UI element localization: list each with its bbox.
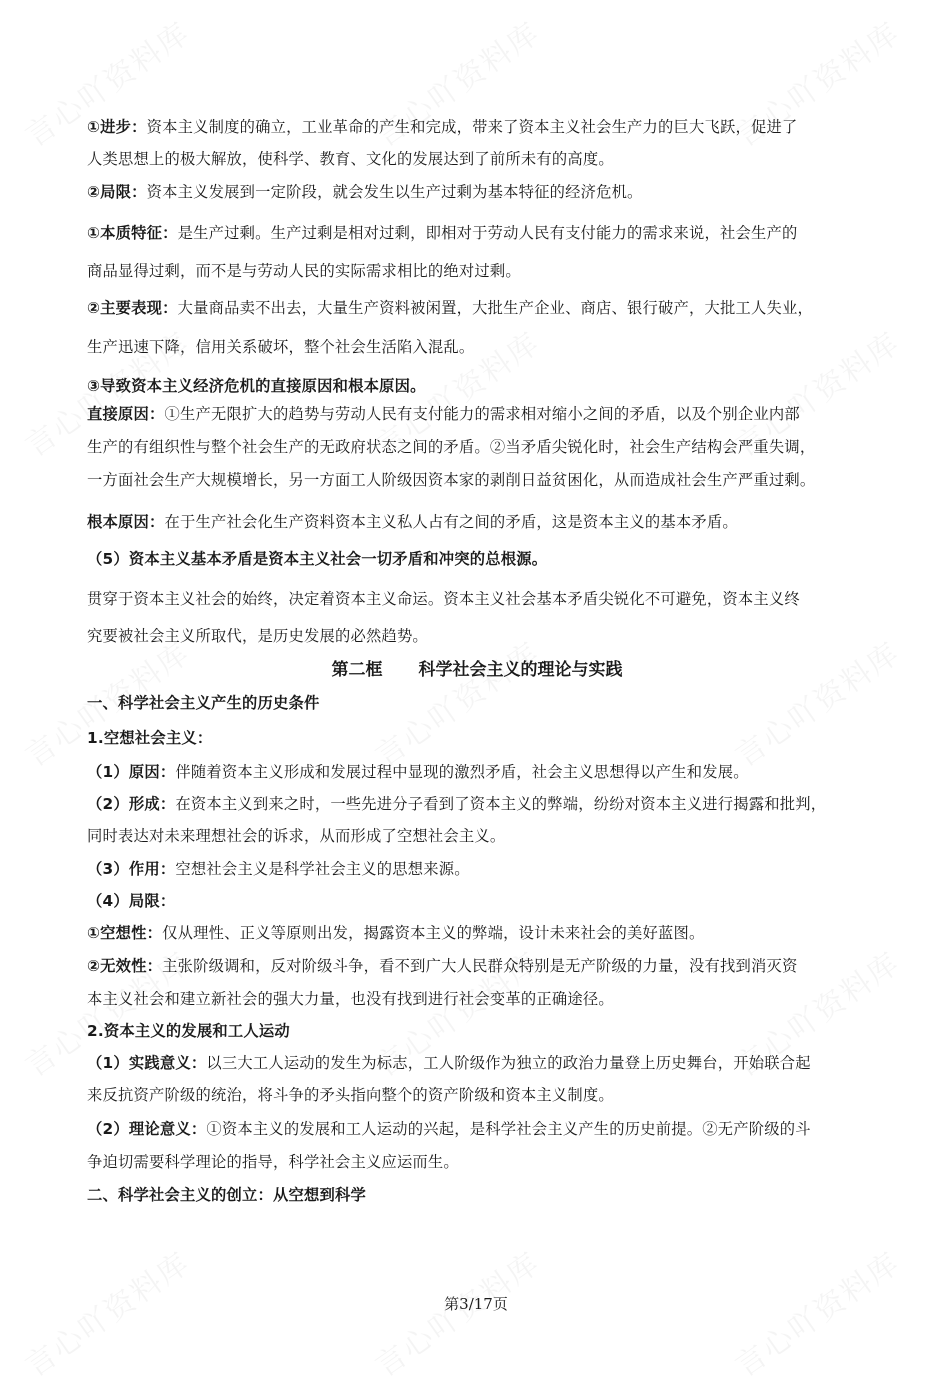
heading-capitalism-workers-movement: 2.资本主义的发展和工人运动 <box>87 1022 290 1040</box>
page-number: 第3/17页 <box>444 1295 508 1313</box>
paragraph-limitations-heading: （4）局限： <box>87 892 176 910</box>
paragraph-line: 贯穿于资本主义社会的始终，决定着资本主义命运。资本主义社会基本矛盾尖锐化不可避免，资本主义终 <box>87 590 800 608</box>
label: ②无效性： <box>87 957 163 975</box>
heading-historical-conditions: 一、科学社会主义产生的历史条件 <box>87 694 320 712</box>
text: 在资本主义到来之时，一些先进分子看到了资本主义的弊端，纷纷对资本主义进行揭露和批判， <box>175 795 827 813</box>
label: ①本质特征： <box>87 224 178 242</box>
label: ①进步： <box>87 118 147 136</box>
label: （1）原因： <box>87 763 176 781</box>
paragraph-line: 同时表达对未来理想社会的诉求，从而形成了空想社会主义。 <box>87 827 506 845</box>
label: 根本原因： <box>87 513 165 531</box>
text: 是生产过剩。生产过剩是相对过剩，即相对于劳动人民有支付能力的需求来说，社会生产的 <box>177 224 798 242</box>
subheading-basic-contradiction: （5）资本主义基本矛盾是资本主义社会一切矛盾和冲突的总根源。 <box>87 550 548 568</box>
label: ②局限： <box>87 183 147 201</box>
text: 资本主义发展到一定阶段，就会发生以生产过剩为基本特征的经济危机。 <box>146 183 643 201</box>
paragraph-line: 究要被社会主义所取代，是历史发展的必然趋势。 <box>87 627 428 645</box>
paragraph-line: 争迫切需要科学理论的指导，科学社会主义应运而生。 <box>87 1153 459 1171</box>
paragraph-line: 本主义社会和建立新社会的强大力量，也没有找到进行社会变革的正确途径。 <box>87 990 614 1008</box>
paragraph-line: 生产迅速下降，信用关系破坏，整个社会生活陷入混乱。 <box>87 338 475 356</box>
text: 以三大工人运动的发生为标志，工人阶级作为独立的政治力量登上历史舞台，开始联合起 <box>206 1054 811 1072</box>
paragraph-limitation <box>87 180 643 202</box>
label: （2）形成： <box>87 795 176 813</box>
text: ①生产无限扩大的趋势与劳动人民有支付能力的需求相对缩小之间的矛盾，以及个别企业内部 <box>164 405 800 423</box>
label: （2）理论意义： <box>87 1120 207 1138</box>
section-title: 第二框 科学社会主义的理论与实践 <box>331 660 623 680</box>
text: ①资本主义的发展和工人运动的兴起，是科学社会主义产生的历史前提。②无产阶级的斗 <box>206 1120 811 1138</box>
paragraph-line: 生产的有组织性与整个社会生产的无政府状态之间的矛盾。②当矛盾尖锐化时，社会生产结构会严重失调， <box>87 438 816 456</box>
paragraph-root-cause <box>87 510 738 532</box>
text: 仅从理性、正义等原则出发，揭露资本主义的弊端，设计未来社会的美好蓝图。 <box>162 924 705 942</box>
label: （1）实践意义： <box>87 1054 207 1072</box>
text: 大量商品卖不出去，大量生产资料被闲置，大批生产企业、商店、银行破产，大批工人失业， <box>177 299 814 317</box>
text: 资本主义制度的确立，工业革命的产生和完成，带来了资本主义社会生产力的巨大飞跃，促进了 <box>146 118 798 136</box>
paragraph-formation <box>87 792 826 814</box>
paragraph-reason <box>87 760 749 782</box>
paragraph-role <box>87 857 470 879</box>
text: 主张阶级调和，反对阶级斗争，看不到广大人民群众特别是无产阶级的力量，没有找到消灭资 <box>162 957 798 975</box>
paragraph-essence <box>87 221 798 243</box>
paragraph-line: 商品显得过剩，而不是与劳动人民的实际需求相比的绝对过剩。 <box>87 262 521 280</box>
heading-utopian-socialism: 1.空想社会主义： <box>87 729 213 747</box>
watermark <box>725 629 908 775</box>
watermark <box>365 629 548 775</box>
text: 在于生产社会化生产资料资本主义私人占有之间的矛盾，这是资本主义的基本矛盾。 <box>164 513 738 531</box>
label: ②主要表现： <box>87 299 178 317</box>
subheading-causes: ③导致资本主义经济危机的直接原因和根本原因。 <box>87 377 426 395</box>
paragraph-line: 来反抗资产阶级的统治，将斗争的矛头指向整个的资产阶级和资本主义制度。 <box>87 1086 614 1104</box>
paragraph-theoretical-significance <box>87 1117 811 1139</box>
paragraph-ineffectiveness <box>87 954 798 976</box>
paragraph-line: 人类思想上的极大解放，使科学、教育、文化的发展达到了前所未有的高度。 <box>87 150 614 168</box>
text: 伴随着资本主义形成和发展过程中显现的激烈矛盾，社会主义思想得以产生和发展。 <box>175 763 749 781</box>
paragraph-line: 一方面社会生产大规模增长，另一方面工人阶级因资本家的剥削日益贫困化，从而造成社会生产严重过剩。 <box>87 471 816 489</box>
label: （3）作用： <box>87 860 176 878</box>
label: ①空想性： <box>87 924 163 942</box>
paragraph-progress <box>87 115 798 137</box>
paragraph-manifestation <box>87 296 813 318</box>
label: 直接原因： <box>87 405 165 423</box>
paragraph-utopian-nature <box>87 921 705 943</box>
paragraph-practical-significance <box>87 1051 811 1073</box>
paragraph-direct-cause <box>87 402 800 424</box>
text: 空想社会主义是科学社会主义的思想来源。 <box>175 860 470 878</box>
heading-founding: 二、科学社会主义的创立：从空想到科学 <box>87 1186 366 1204</box>
